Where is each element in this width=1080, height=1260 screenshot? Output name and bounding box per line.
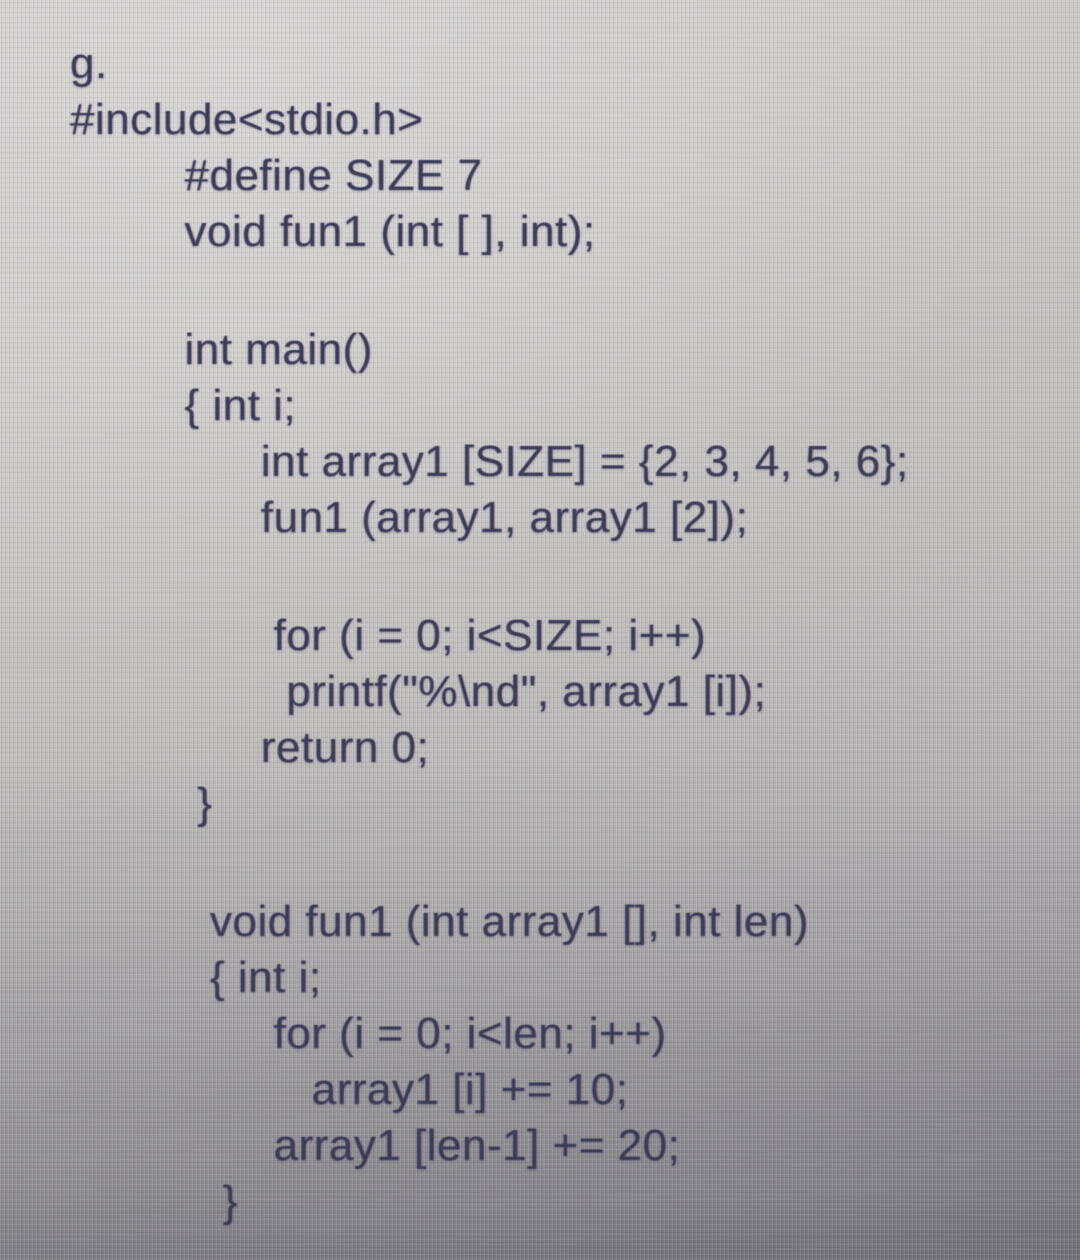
code-line: #include<stdio.h>	[70, 95, 424, 144]
code-line: array1 [len-1] += 20;	[70, 1121, 681, 1170]
code-line: int array1 [SIZE] = {2, 3, 4, 5, 6};	[70, 437, 909, 486]
code-line: for (i = 0; i<len; i++)	[70, 1009, 667, 1058]
code-line-blank	[70, 546, 1080, 608]
code-line-blank	[70, 260, 1080, 322]
code-line: { int i;	[70, 953, 322, 1002]
exercise-label: g.	[70, 39, 108, 88]
code-line: return 0;	[70, 723, 430, 772]
code-line: void fun1 (int array1 [], int len)	[70, 897, 810, 946]
code-line: printf("%\nd", array1 [i]);	[70, 667, 767, 716]
code-line: }	[70, 1177, 238, 1226]
code-line: void fun1 (int [ ], int);	[70, 207, 596, 256]
code-line: #define SIZE 7	[70, 151, 483, 200]
code-line: int main()	[70, 325, 373, 374]
code-line: fun1 (array1, array1 [2]);	[70, 493, 749, 542]
code-line-blank	[70, 832, 1080, 894]
code-line: { int i;	[70, 381, 297, 430]
code-line: }	[70, 779, 213, 828]
code-line: array1 [i] += 10;	[70, 1065, 629, 1114]
code-line: for (i = 0; i<SIZE; i++)	[70, 611, 707, 660]
